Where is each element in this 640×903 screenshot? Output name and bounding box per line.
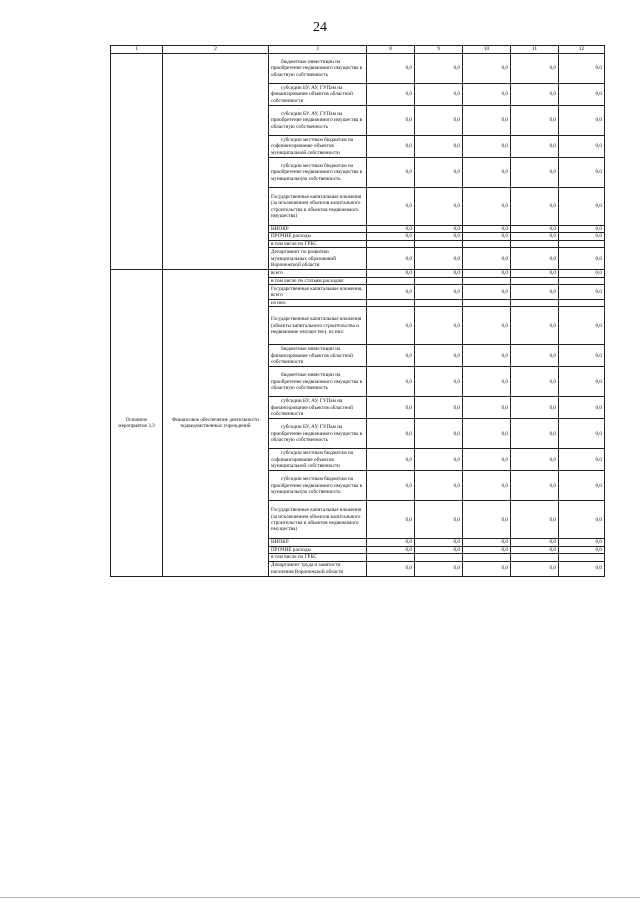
- table-body: [111, 54, 605, 577]
- value-cell: 0,0: [367, 248, 415, 270]
- value-cell: 0,0: [463, 54, 511, 84]
- value-cell: 0,0: [559, 307, 605, 345]
- value-cell: [559, 277, 605, 284]
- header-cell: 9: [415, 46, 463, 54]
- expense-item-label: бюджетные инвестиции на финансирование объектов областной собственности: [269, 345, 367, 367]
- value-cell: 0,0: [367, 561, 415, 576]
- expense-item-label: Государственные капитальные вложения, всего: [269, 285, 367, 300]
- expense-item-label: субсидии БУ, АУ, ГУПам на финансирование объектов областной собственности: [269, 84, 367, 106]
- value-cell: 0,0: [511, 84, 559, 106]
- header-cell: 1: [111, 46, 163, 54]
- value-cell: [511, 277, 559, 284]
- value-cell: 0,0: [559, 561, 605, 576]
- value-cell: 0,0: [511, 54, 559, 84]
- value-cell: 0,0: [367, 397, 415, 419]
- value-cell: 0,0: [559, 367, 605, 397]
- expense-item-label: всего: [269, 270, 367, 277]
- expense-item-label: субсидии местным бюджетам на софинансирование объектов муниципальной собственности: [269, 136, 367, 158]
- value-cell: 0,0: [463, 136, 511, 158]
- value-cell: 0,0: [367, 84, 415, 106]
- value-cell: 0,0: [559, 285, 605, 300]
- value-cell: 0,0: [559, 54, 605, 84]
- value-cell: 0,0: [559, 449, 605, 471]
- value-cell: 0,0: [511, 546, 559, 553]
- value-cell: 0,0: [463, 419, 511, 449]
- expense-item-label: Департамент труда и занятости населения Воронежской области: [269, 561, 367, 576]
- value-cell: 0,0: [463, 449, 511, 471]
- value-cell: [367, 300, 415, 307]
- value-cell: 0,0: [559, 270, 605, 277]
- header-row: [111, 46, 605, 54]
- value-cell: 0,0: [463, 188, 511, 226]
- value-cell: 0,0: [367, 233, 415, 240]
- value-cell: [415, 554, 463, 561]
- value-cell: [511, 300, 559, 307]
- value-cell: 0,0: [367, 285, 415, 300]
- value-cell: 0,0: [511, 270, 559, 277]
- value-cell: 0,0: [415, 307, 463, 345]
- value-cell: 0,0: [367, 539, 415, 546]
- value-cell: 0,0: [463, 471, 511, 501]
- value-cell: 0,0: [511, 188, 559, 226]
- value-cell: 0,0: [367, 501, 415, 539]
- value-cell: [463, 240, 511, 247]
- value-cell: 0,0: [559, 546, 605, 553]
- value-cell: 0,0: [367, 471, 415, 501]
- value-cell: 0,0: [463, 158, 511, 188]
- value-cell: 0,0: [559, 136, 605, 158]
- event-number-cell: Основное мероприятие 3.3: [111, 270, 163, 576]
- expense-item-label: субсидии БУ, АУ, ГУПам на приобретение недвижимого имущества в областную собственность: [269, 419, 367, 449]
- value-cell: 0,0: [463, 233, 511, 240]
- value-cell: 0,0: [415, 54, 463, 84]
- page-bottom-rule: [0, 897, 640, 898]
- value-cell: 0,0: [511, 285, 559, 300]
- value-cell: [559, 300, 605, 307]
- event-name-cell: Финансовое обеспечение деятельности подведомственных учреждений: [163, 270, 269, 576]
- header-cell: 11: [511, 46, 559, 54]
- value-cell: 0,0: [463, 84, 511, 106]
- value-cell: 0,0: [511, 307, 559, 345]
- value-cell: 0,0: [415, 226, 463, 233]
- value-cell: 0,0: [367, 367, 415, 397]
- value-cell: 0,0: [367, 136, 415, 158]
- value-cell: 0,0: [463, 397, 511, 419]
- expense-item-label: субсидии местным бюджетам на приобретение недвижимого имущества в муниципальную собственность: [269, 471, 367, 501]
- value-cell: [367, 554, 415, 561]
- value-cell: 0,0: [463, 248, 511, 270]
- value-cell: 0,0: [559, 84, 605, 106]
- value-cell: [463, 554, 511, 561]
- event-name-cell-empty: [163, 54, 269, 270]
- value-cell: 0,0: [415, 419, 463, 449]
- value-cell: 0,0: [463, 345, 511, 367]
- value-cell: 0,0: [415, 449, 463, 471]
- value-cell: 0,0: [415, 367, 463, 397]
- value-cell: 0,0: [367, 419, 415, 449]
- expense-item-label: НИОКР: [269, 539, 367, 546]
- value-cell: 0,0: [511, 106, 559, 136]
- value-cell: 0,0: [511, 345, 559, 367]
- table-row: [111, 270, 605, 277]
- value-cell: 0,0: [415, 539, 463, 546]
- value-cell: [559, 554, 605, 561]
- expense-item-label: в том числе по ГРБС: [269, 554, 367, 561]
- value-cell: [463, 277, 511, 284]
- value-cell: 0,0: [511, 233, 559, 240]
- event-cell-empty: [111, 54, 163, 270]
- value-cell: 0,0: [511, 367, 559, 397]
- value-cell: 0,0: [463, 367, 511, 397]
- value-cell: [415, 300, 463, 307]
- value-cell: 0,0: [415, 501, 463, 539]
- value-cell: 0,0: [367, 270, 415, 277]
- value-cell: 0,0: [415, 397, 463, 419]
- value-cell: 0,0: [511, 158, 559, 188]
- value-cell: [367, 240, 415, 247]
- value-cell: 0,0: [559, 106, 605, 136]
- expense-item-label: ПРОЧИЕ расходы: [269, 546, 367, 553]
- value-cell: [559, 240, 605, 247]
- value-cell: 0,0: [511, 397, 559, 419]
- value-cell: 0,0: [559, 419, 605, 449]
- value-cell: [511, 240, 559, 247]
- value-cell: 0,0: [463, 270, 511, 277]
- value-cell: 0,0: [559, 188, 605, 226]
- expense-item-label: субсидии БУ, АУ, ГУПам на финансирование объектов областной собственности: [269, 397, 367, 419]
- value-cell: 0,0: [559, 397, 605, 419]
- value-cell: 0,0: [511, 419, 559, 449]
- value-cell: 0,0: [367, 307, 415, 345]
- expense-item-label: бюджетные инвестиции на приобретение недвижимого имущества в областную собственность: [269, 54, 367, 84]
- expense-item-label: в том числе по ГРБС: [269, 240, 367, 247]
- expense-item-label: Государственные капитальные вложения (за исключением объектов капитального строительства и объектов недвижимого имущества): [269, 188, 367, 226]
- value-cell: 0,0: [463, 307, 511, 345]
- value-cell: 0,0: [367, 188, 415, 226]
- value-cell: 0,0: [367, 546, 415, 553]
- value-cell: 0,0: [463, 539, 511, 546]
- value-cell: [415, 277, 463, 284]
- value-cell: 0,0: [559, 233, 605, 240]
- value-cell: 0,0: [511, 471, 559, 501]
- value-cell: 0,0: [367, 54, 415, 84]
- value-cell: 0,0: [559, 158, 605, 188]
- value-cell: [367, 277, 415, 284]
- value-cell: 0,0: [415, 136, 463, 158]
- expense-item-label: в том числе по статьям расходов:: [269, 277, 367, 284]
- expense-item-label: Государственные капитальные вложения (за исключением объектов капитального строительства и объектов недвижимого имущества): [269, 501, 367, 539]
- value-cell: 0,0: [511, 136, 559, 158]
- header-cell: 3: [269, 46, 367, 54]
- value-cell: 0,0: [463, 501, 511, 539]
- value-cell: [511, 554, 559, 561]
- value-cell: 0,0: [463, 285, 511, 300]
- value-cell: 0,0: [559, 471, 605, 501]
- value-cell: 0,0: [559, 345, 605, 367]
- value-cell: 0,0: [415, 471, 463, 501]
- expense-item-label: НИОКР: [269, 226, 367, 233]
- expense-item-label: субсидии БУ, АУ, ГУПам на приобретение недвижимого имущества в областную собственность: [269, 106, 367, 136]
- value-cell: 0,0: [559, 539, 605, 546]
- header-cell: 8: [367, 46, 415, 54]
- value-cell: 0,0: [463, 106, 511, 136]
- budget-table: [110, 45, 605, 577]
- value-cell: 0,0: [511, 561, 559, 576]
- value-cell: 0,0: [367, 226, 415, 233]
- value-cell: 0,0: [415, 285, 463, 300]
- header-cell: 12: [559, 46, 605, 54]
- value-cell: 0,0: [367, 158, 415, 188]
- expense-item-label: ПРОЧИЕ расходы: [269, 233, 367, 240]
- value-cell: 0,0: [559, 248, 605, 270]
- value-cell: [463, 300, 511, 307]
- page-number: 24: [313, 20, 327, 35]
- value-cell: 0,0: [415, 270, 463, 277]
- value-cell: 0,0: [511, 501, 559, 539]
- expense-item-label: субсидии местным бюджетам на софинансирование объектов муниципальной собственности: [269, 449, 367, 471]
- value-cell: 0,0: [463, 561, 511, 576]
- value-cell: 0,0: [415, 188, 463, 226]
- expense-item-label: Государственные капитальные вложения (объекты капитального строительства и недвижимое имущество), из них:: [269, 307, 367, 345]
- expense-item-label: Департамент по развитию муниципальных образований Воронежской области: [269, 248, 367, 270]
- expense-item-label: из них:: [269, 300, 367, 307]
- value-cell: 0,0: [511, 539, 559, 546]
- value-cell: 0,0: [511, 248, 559, 270]
- expense-item-label: субсидии местным бюджетам на приобретение недвижимого имущества в муниципальную собственность: [269, 158, 367, 188]
- value-cell: 0,0: [367, 345, 415, 367]
- value-cell: 0,0: [415, 233, 463, 240]
- expense-item-label: бюджетные инвестиции на приобретение недвижимого имущества в областную собственность: [269, 367, 367, 397]
- value-cell: 0,0: [415, 561, 463, 576]
- value-cell: 0,0: [367, 449, 415, 471]
- value-cell: 0,0: [415, 248, 463, 270]
- header-cell: 2: [163, 46, 269, 54]
- value-cell: 0,0: [415, 84, 463, 106]
- value-cell: 0,0: [463, 546, 511, 553]
- value-cell: 0,0: [415, 158, 463, 188]
- value-cell: 0,0: [415, 106, 463, 136]
- table-row: [111, 54, 605, 84]
- value-cell: 0,0: [559, 226, 605, 233]
- header-cell: 10: [463, 46, 511, 54]
- value-cell: 0,0: [559, 501, 605, 539]
- value-cell: 0,0: [511, 226, 559, 233]
- value-cell: 0,0: [511, 449, 559, 471]
- value-cell: 0,0: [415, 345, 463, 367]
- value-cell: 0,0: [463, 226, 511, 233]
- value-cell: 0,0: [415, 546, 463, 553]
- value-cell: 0,0: [367, 106, 415, 136]
- value-cell: [415, 240, 463, 247]
